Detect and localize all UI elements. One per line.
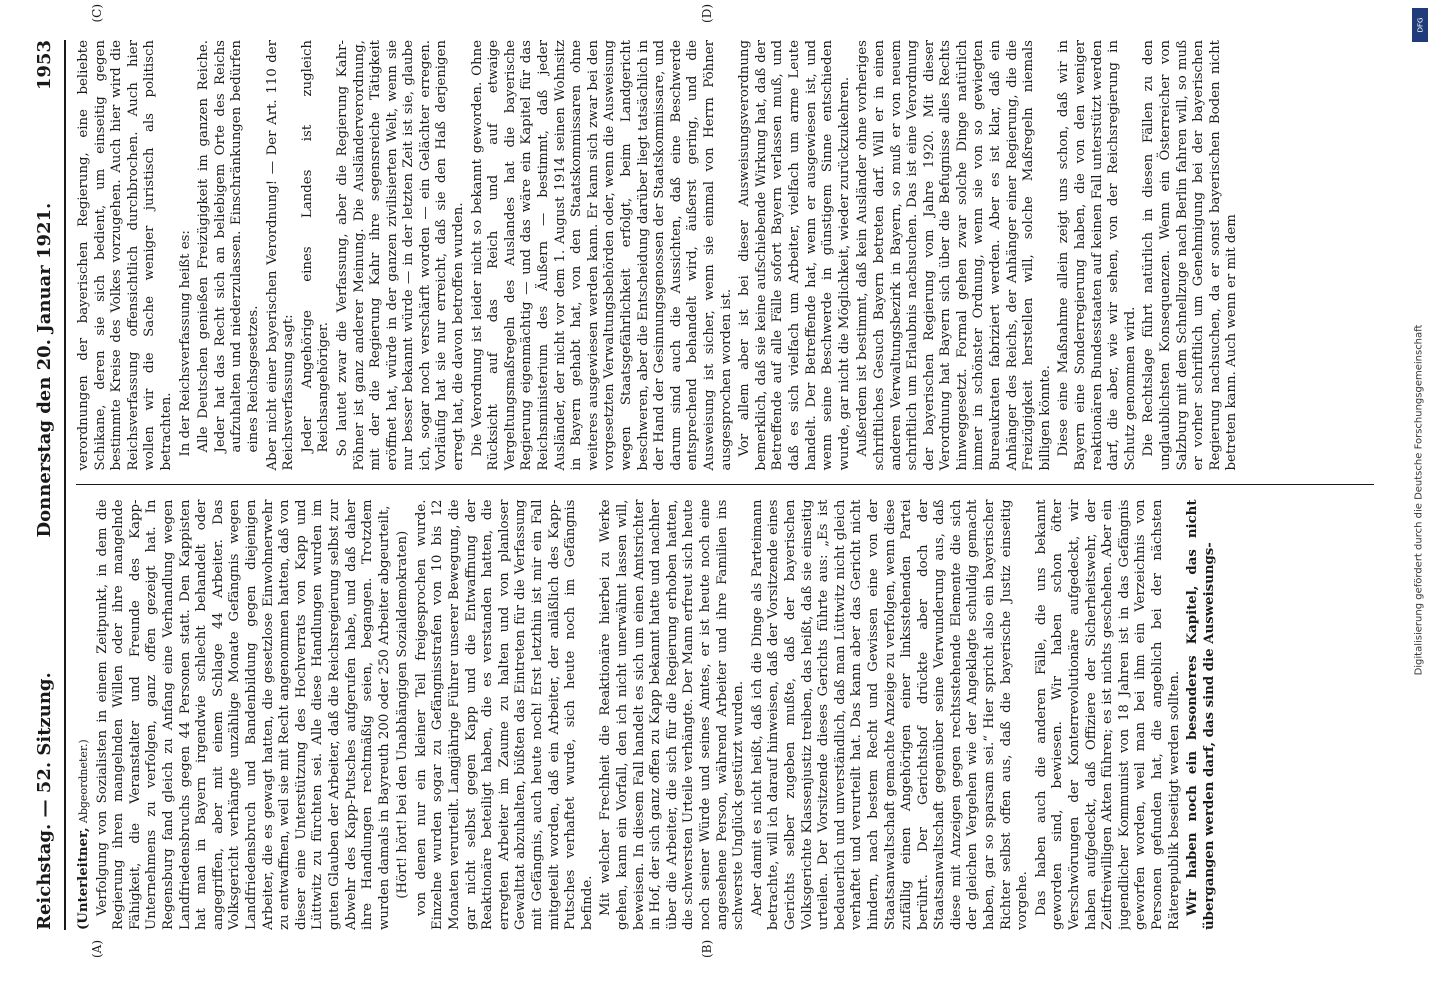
quote: Alle Deutschen genießen Freizügigkeit im ganzen Reiche. Jeder hat das Recht sich an beliebigem Orte des Reichs aufzuhalten und niederzulassen. Einschränkungen bedürfen eines Reichsgesetzes. bbox=[196, 40, 261, 453]
margin-mark-b: (B) bbox=[700, 939, 714, 958]
speaker-role: Abgeordneter.) bbox=[77, 739, 90, 824]
margin-mark-a: (A) bbox=[90, 939, 104, 958]
digitization-credit bbox=[1410, 10, 1428, 990]
dfg-logo-text: DFG bbox=[1416, 17, 1424, 33]
paragraph: Vor allem aber ist bei dieser Ausweisungsverordnung bemerklich, daß sie keine aufschiebende Wirkung hat, daß der Betreffende auf alle Fälle sofort Bayern verlassen muß, und daß es sich vielfach um Arbeiter, vielfach um arme Leute handelt. Der Betreffende hat, wenn er ausgewiesen ist, und wenn seine Beschwerde in günstigem Sinne entschieden wurde, gar nicht die Möglichkeit, wieder zurückzukehren. bbox=[737, 40, 852, 471]
quote-block bbox=[300, 40, 333, 471]
margin-mark-c: (C) bbox=[90, 4, 104, 23]
interjection: (Hört! hört! bei den Unabhängigen Sozialdemokraten) bbox=[395, 530, 411, 899]
paragraph: Verfolgung von Sozialisten in einem Zeitpunkt, in dem die Regierung ihren mangelnden Willen oder ihre mangelnde Fähigkeit, die Veranstalter und Freunde des Kapp-Unternehmens zu verfolgen, ganz offen gezeigt hat. In Regensburg fand gleich zu Anfang eine Verhandlung wegen Landfriedensbruchs gegen 44 Personen statt. Den Kappisten hat man in Bayern irgendwie schlecht behandelt oder angegriffen, aber mit einem Schlage 44 Arbeiter. Das Volksgericht verhängte unzählige Monate Gefängnis wegen Landfriedensbruch und Bandenbildung gegen diejenigen Arbeiter, die es gewagt hatten, die gesetzlose Einwohnerwehr zu entwaffnen, weil sie mit Recht angenommen hatten, daß von dieser eine Unterstützung des Hochverrats von Kapp und Lüttwitz zu fürchten sei. Alle diese Handlungen wurden im guten Glauben der Arbeiter, daß die Reichsregierung selbst zur Abwehr des Kapp-Putsches aufgerufen habe, und daß daher ihre Handlungen rechtmäßig seien, begangen. Trotzdem wurden damals in Bayreuth 200 oder 250 Arbeiter abgeurteilt, bbox=[94, 499, 392, 930]
column-left bbox=[76, 486, 1374, 931]
credit-text: Digitalisierung gefördert durch die Deutsche Forschungsgemeinschaft bbox=[1413, 324, 1425, 676]
paragraph: Das haben auch die anderen Fälle, die uns bekannt geworden sind, bewiesen. Wir haben schon öfter Verschwörungen der Konterrevolutionäre aufgedeckt, wir haben aufgedeckt, daß Offiziere der Sicherheitswehr, der Zeitfreiwilligen Akten führen; es ist nichts geschehen. Aber ein jugendlicher Kommunist von 18 Jahren ist in das Gefängnis geworfen worden, weil man bei ihm ein Verzeichnis von Personen gefunden hat, die angeblich bei der nächsten Räterepublik beseitigt werden sollten. bbox=[1033, 499, 1182, 930]
speaker-name: (Unterleitner, bbox=[76, 827, 91, 930]
page-header bbox=[34, 40, 66, 930]
paragraph: Diese eine Maßnahme allein zeigt uns schon, daß wir in Bayern eine Sonderregierung haben, die von den weniger reaktionären Bundesstaaten auf keinen Fall unterstützt werden darf, die aber, wie wir sehen, von der Reichsregierung in Schutz genommen wird. bbox=[1056, 40, 1138, 471]
paragraph: In der Reichsverfassung heißt es: bbox=[177, 230, 193, 457]
speaker-line bbox=[76, 500, 93, 931]
paragraph: verordnungen der bayerischen Regierung, eine beliebte Schikane, deren sie sich bedient, um einseitig gegen bestimmte Kreise des Volkes vorzugehen. Auch hier wird die Reichsverfassung offensichtlich durchbrochen. Auch hier wollen wir die Sache weniger juristisch als politisch betrachten. bbox=[76, 40, 174, 471]
paragraph: Aber damit es nicht heißt, daß ich die Dinge als Parteimann betrachte, will ich darauf hinweisen, daß der Vorsitzende eines Gerichts selber zugeben mußte, daß der bayerischen Volksgerichte Klassenjustiz treiben, das heißt, daß sie einseitig urteilen. Der Vorsitzende dieses Gerichts führte aus: „Es ist bedauerlich und unverständlich, daß man Lüttwitz nicht gleich verhaftet und verurteilt hat. Das kann aber das Gericht nicht hindern, nach bestem Recht und Gewissen eine von der Staatsanwaltschaft gemachte Anzeige zu verfolgen, wenn diese zufällig einen Angehörigen einer linksstehenden Partei berührt. Der Gerichtshof drückte aber doch der Staatsanwaltschaft gegenüber seine Verwunderung aus, daß diese mit Anzeigen gegen rechtsstehende Elemente die sich der gleichen Vergehen wie der Angeklagte schuldig gemacht haben, gar so sparsam sei.“ Hier spricht also ein bayerischer Richter selbst offen aus, daß die bayerische Justiz einseitig vorgehe. bbox=[749, 499, 1031, 930]
paragraph: Wir haben noch ein besonderes Kapitel, das nicht übergangen werden darf, das sind die Ausweisungs- bbox=[1185, 499, 1217, 930]
header-session: Reichstag. — 52. Sitzung. bbox=[34, 672, 55, 930]
column-right bbox=[76, 40, 1374, 485]
paragraph: von denen nur ein kleiner Teil freigesprochen wurde. Einzelne wurden sogar zu Gefängnisstrafen von 10 bis 12 Monaten verurteilt. Langjährige Führer unserer Bewegung, die gar nicht selbst gegen Kapp und die Entwaffnung der Reaktionäre beteiligt haben, die es verstanden hatten, die erregten Arbeiter im Zaume zu halten und von planloser Gewalttat abzuhalten, büßten das Eintreten für die Verfassung mit Gefängnis, auch heute noch! Erst letzthin ist mir ein Fall mitgeteilt worden, daß ein Arbeiter, der anläßlich des Kapp-Putsches verhaftet wurde, sich heute noch im Gefängnis befinde. bbox=[413, 499, 595, 930]
paragraph: Die Rechtslage führt natürlich in diesen Fällen zu den unglaublichsten Konsequenzen. Wenn ein Österreicher von Salzburg mit dem Schnellzuge nach Berlin fahren will, so muß er vorher schriftlich um Genehmigung bei der bayerischen Regierung nachsuchen, da er sonst bayerischen Boden nicht betreten kann. Auch wenn er mit dem bbox=[1141, 40, 1240, 471]
paragraph: Außerdem ist bestimmt, daß kein Ausländer ohne vorheriges schriftliches Gesuch Bayern betreten darf. Will er in einen anderen Verwaltungsbezirk in Bayern, so muß er von neuem schriftlich um Erlaubnis nachsuchen. Das ist eine Verordnung der bayerischen Regierung vom Jahre 1920. Mit dieser Verordnung hat Bayern sich über die Befugnisse alles Rechts hinweggesetzt. Formal gehen zwar solche Dinge natürlich immer in schönster Ordnung, wenn sie von so gewiegten Bureaukraten fabriziert werden. Aber es ist klar, daß ein Anhänger des Reichs, der Anhänger einer Regierung, die die Freizügigkeit herstellen will, solche Maßregeln niemals billigen könnte. bbox=[855, 40, 1053, 471]
margin-mark-d: (D) bbox=[700, 4, 714, 23]
header-date: Donnerstag den 20. Januar 1921. bbox=[34, 202, 55, 538]
paragraph: So lautet zwar die Verfassung, aber die Regierung Kahr-Pöhner ist ganz anderer Meinung. Die Ausländerverordnung, mit der die Regierung Kahr ihre segensreiche Tätigkeit eröffnet hat, würde in der ganzen zivilisierten Welt, wenn sie nur besser bekannt würde — in der letzten Zeit ist sie, glaube ich, sogar noch verschärft worden — ein Gelächter erregen. Vorläufig hat sie nur erreicht, daß sie den Haß derjenigen erregt hat, die davon betroffen wurden. bbox=[334, 40, 467, 471]
paragraph: Aber nicht einer bayerischen Verordnung! — Der Art. 110 der Reichsverfassung sagt: bbox=[264, 40, 297, 471]
paragraph: Die Verordnung ist leider nicht so bekannt geworden. Ohne Rücksicht auf das Reich und auf etwaige Vergeltungsmaßregeln des Auslandes hat die bayerische Regierung eigenmächtig — und das wäre ein Kapitel für das Reichsministerium des Äußern — bestimmt, daß jeder Ausländer, der nicht vor dem 1. August 1914 seinen Wohnsitz in Bayern gehabt hat, von den Staatskommissaren ohne weiteres ausgewiesen werden kann. Er kann sich zwar bei den vorgesetzten Verwaltungsbehörden oder, wenn die Ausweisung wegen Staatsgefährlichkeit erfolgt, beim Landgericht beschweren, aber die Entscheidung darüber liegt tatsächlich in der Hand der Gesinnungsgenossen der Staatskommissare, und darum sind auch die Aussichten, daß eine Beschwerde entsprechend behandelt wird, äußerst gering, und die Ausweisung ist sicher, wenn sie einmal von Herrn Pöhner ausgesprochen worden ist. bbox=[469, 40, 734, 471]
paragraph: Mit welcher Frechheit die Reaktionäre hierbei zu Werke gehen, kann ein Vorfall, den ich nicht unerwähnt lassen will, beweisen. In diesem Fall handelt es sich um einen Amtsrichter in Hof, der sich ganz offen zu Kapp bekannt hatte und nachher über die Arbeiter, die sich für die Regierung erhoben hatten, die schwersten Urteile verhängte. Der Mann erfreut sich heute noch seiner Würde und seines Amtes, er ist heute noch eine angesehene Person, während Arbeiter und ihre Familien ins schwerste Unglück gestürzt wurden. bbox=[598, 499, 747, 930]
text-columns bbox=[76, 40, 1374, 930]
page-number: 1953 bbox=[34, 40, 55, 91]
quote: Jeder Angehörige eines Landes ist zugleich Reichsangehöriger. bbox=[299, 40, 332, 453]
quote-block bbox=[196, 40, 262, 471]
